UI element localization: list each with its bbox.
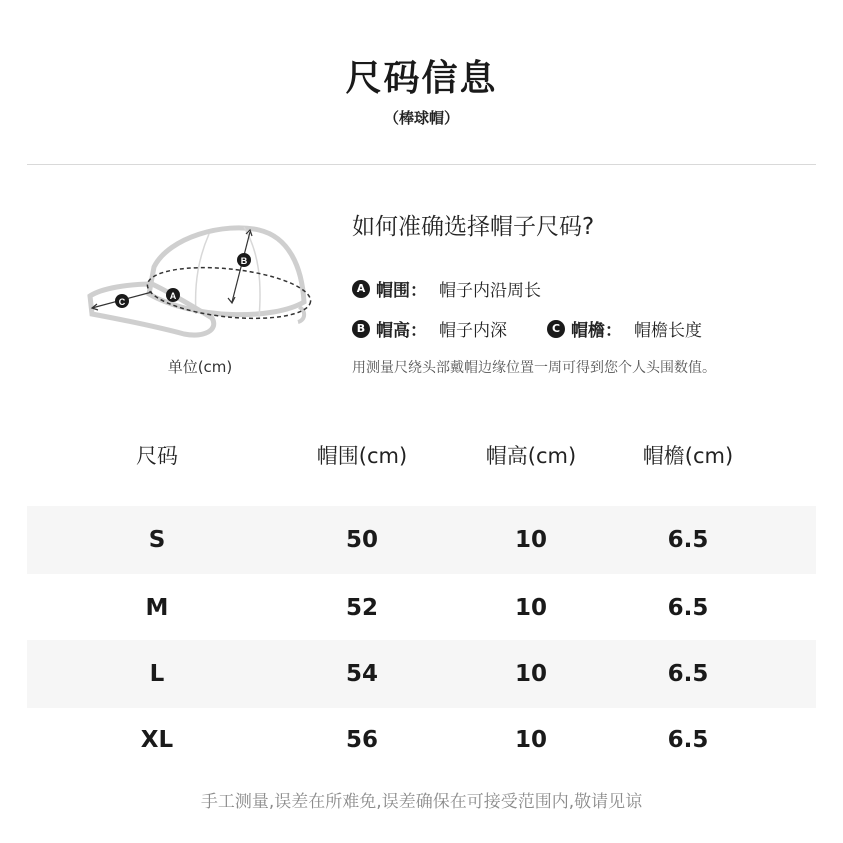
table-row (27, 640, 816, 708)
height-cell: 10 (514, 661, 547, 687)
badge-b-icon: B (352, 320, 370, 338)
cap-back (298, 307, 304, 322)
column-header: 尺码 (136, 444, 178, 468)
table-header (27, 440, 816, 480)
column-header: 帽檐(cm) (642, 444, 734, 468)
divider (27, 164, 816, 165)
page-title: 尺码信息 (345, 58, 498, 99)
brim-cell: 6.5 (667, 595, 709, 621)
size-cell: S (148, 527, 166, 553)
guide-question: 如何准确选择帽子尺码? (352, 214, 595, 240)
badge-c-icon: C (547, 320, 565, 338)
table-row (27, 574, 816, 642)
legend-item-b (352, 316, 507, 341)
legend-item-c (547, 316, 702, 341)
brim-cell: 6.5 (667, 527, 709, 553)
column-header: 帽围(cm) (316, 444, 408, 468)
legend-value: 帽子内深 (439, 321, 507, 341)
legend-value: 帽檐长度 (634, 321, 702, 341)
legend-key: 帽高： (376, 321, 427, 341)
legend-value: 帽子内沿周长 (439, 281, 541, 301)
disclaimer: 手工测量,误差在所难免,误差确保在可接受范围内,敬请见谅 (200, 792, 643, 812)
measure-note: 用测量尺绕头部戴帽边缘位置一周可得到您个人头围数值。 (352, 360, 716, 376)
brim-cell: 6.5 (667, 661, 709, 687)
height-arrow (232, 232, 250, 302)
legend-key: 帽围： (376, 281, 427, 301)
table-row (27, 506, 816, 574)
circumference-cell: 56 (345, 727, 378, 753)
height-cell: 10 (514, 595, 547, 621)
legend-row (352, 316, 702, 341)
legend-row (352, 276, 541, 301)
size-cell: XL (140, 727, 174, 753)
legend-item-a (352, 276, 541, 301)
svg-text:A: A (169, 291, 177, 301)
cap-diagram (84, 222, 324, 347)
circumference-cell: 54 (345, 661, 378, 687)
page-subtitle: （棒球帽） (383, 109, 459, 127)
svg-text:B: B (240, 256, 248, 266)
cap-seam (196, 234, 209, 314)
svg-text:C: C (118, 297, 126, 307)
size-cell: L (149, 661, 165, 687)
marker-a (166, 288, 180, 302)
column-header: 帽高(cm) (485, 444, 577, 468)
height-cell: 10 (514, 727, 547, 753)
unit-label: 单位(cm) (167, 358, 233, 376)
marker-c (115, 294, 129, 308)
brim-cell: 6.5 (667, 727, 709, 753)
size-cell: M (145, 595, 169, 621)
marker-b (237, 253, 251, 267)
badge-a-icon: A (352, 280, 370, 298)
legend-key: 帽檐： (571, 321, 622, 341)
height-cell: 10 (514, 527, 547, 553)
circumference-cell: 52 (345, 595, 378, 621)
circumference-cell: 50 (345, 527, 378, 553)
table-row (27, 706, 816, 774)
